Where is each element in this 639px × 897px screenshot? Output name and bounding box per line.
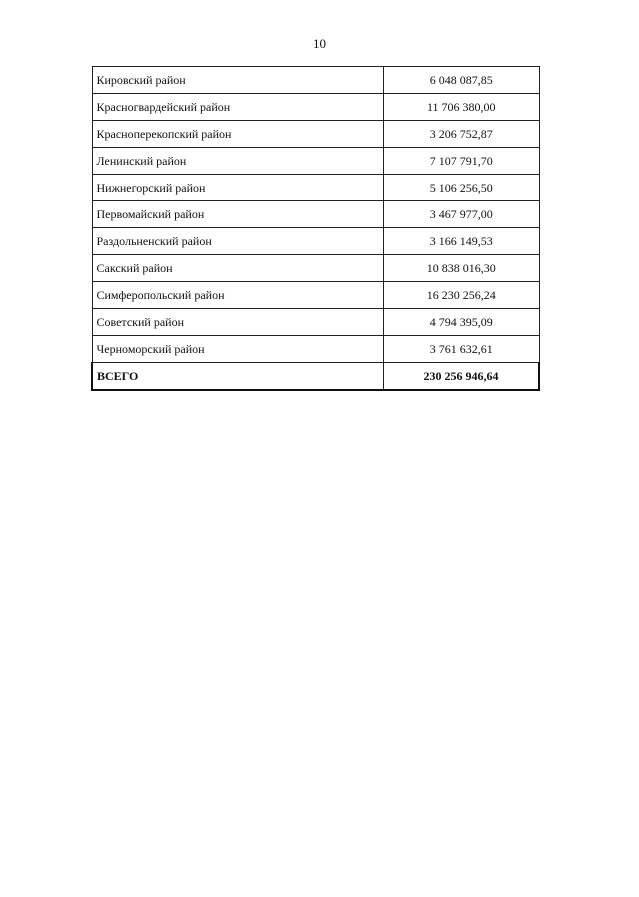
district-name: Нижнегорский район — [92, 174, 384, 201]
table-row — [92, 67, 539, 94]
district-amount: 4 794 395,09 — [384, 309, 540, 336]
table-row — [92, 93, 539, 120]
district-amount: 3 761 632,61 — [384, 335, 540, 362]
district-name: Сакский район — [92, 255, 384, 282]
district-name: Черноморский район — [92, 335, 384, 362]
table-row — [92, 120, 539, 147]
district-name: Первомайский район — [92, 201, 384, 228]
table-row — [92, 309, 539, 336]
page-number: 10 — [313, 36, 326, 51]
budget-table — [91, 66, 540, 391]
district-amount: 5 106 256,50 — [384, 174, 540, 201]
district-amount: 16 230 256,24 — [384, 282, 540, 309]
table-row — [92, 147, 539, 174]
total-row — [92, 362, 539, 389]
table-row — [92, 255, 539, 282]
district-amount: 3 206 752,87 — [384, 120, 540, 147]
district-name: Ленинский район — [92, 147, 384, 174]
district-name: Раздольненский район — [92, 228, 384, 255]
table-row — [92, 174, 539, 201]
table-row — [92, 228, 539, 255]
district-name: Красноперекопский район — [92, 120, 384, 147]
district-amount: 10 838 016,30 — [384, 255, 540, 282]
total-label: ВСЕГО — [92, 362, 384, 389]
district-amount: 7 107 791,70 — [384, 147, 540, 174]
district-name: Красногвардейский район — [92, 93, 384, 120]
table-row — [92, 282, 539, 309]
total-amount: 230 256 946,64 — [384, 362, 540, 389]
district-amount: 3 166 149,53 — [384, 228, 540, 255]
district-amount: 6 048 087,85 — [384, 67, 540, 94]
district-amount: 3 467 977,00 — [384, 201, 540, 228]
table-row — [92, 201, 539, 228]
district-amount: 11 706 380,00 — [384, 93, 540, 120]
district-name: Кировский район — [92, 67, 384, 94]
district-name: Симферопольский район — [92, 282, 384, 309]
district-name: Советский район — [92, 309, 384, 336]
table-row — [92, 335, 539, 362]
